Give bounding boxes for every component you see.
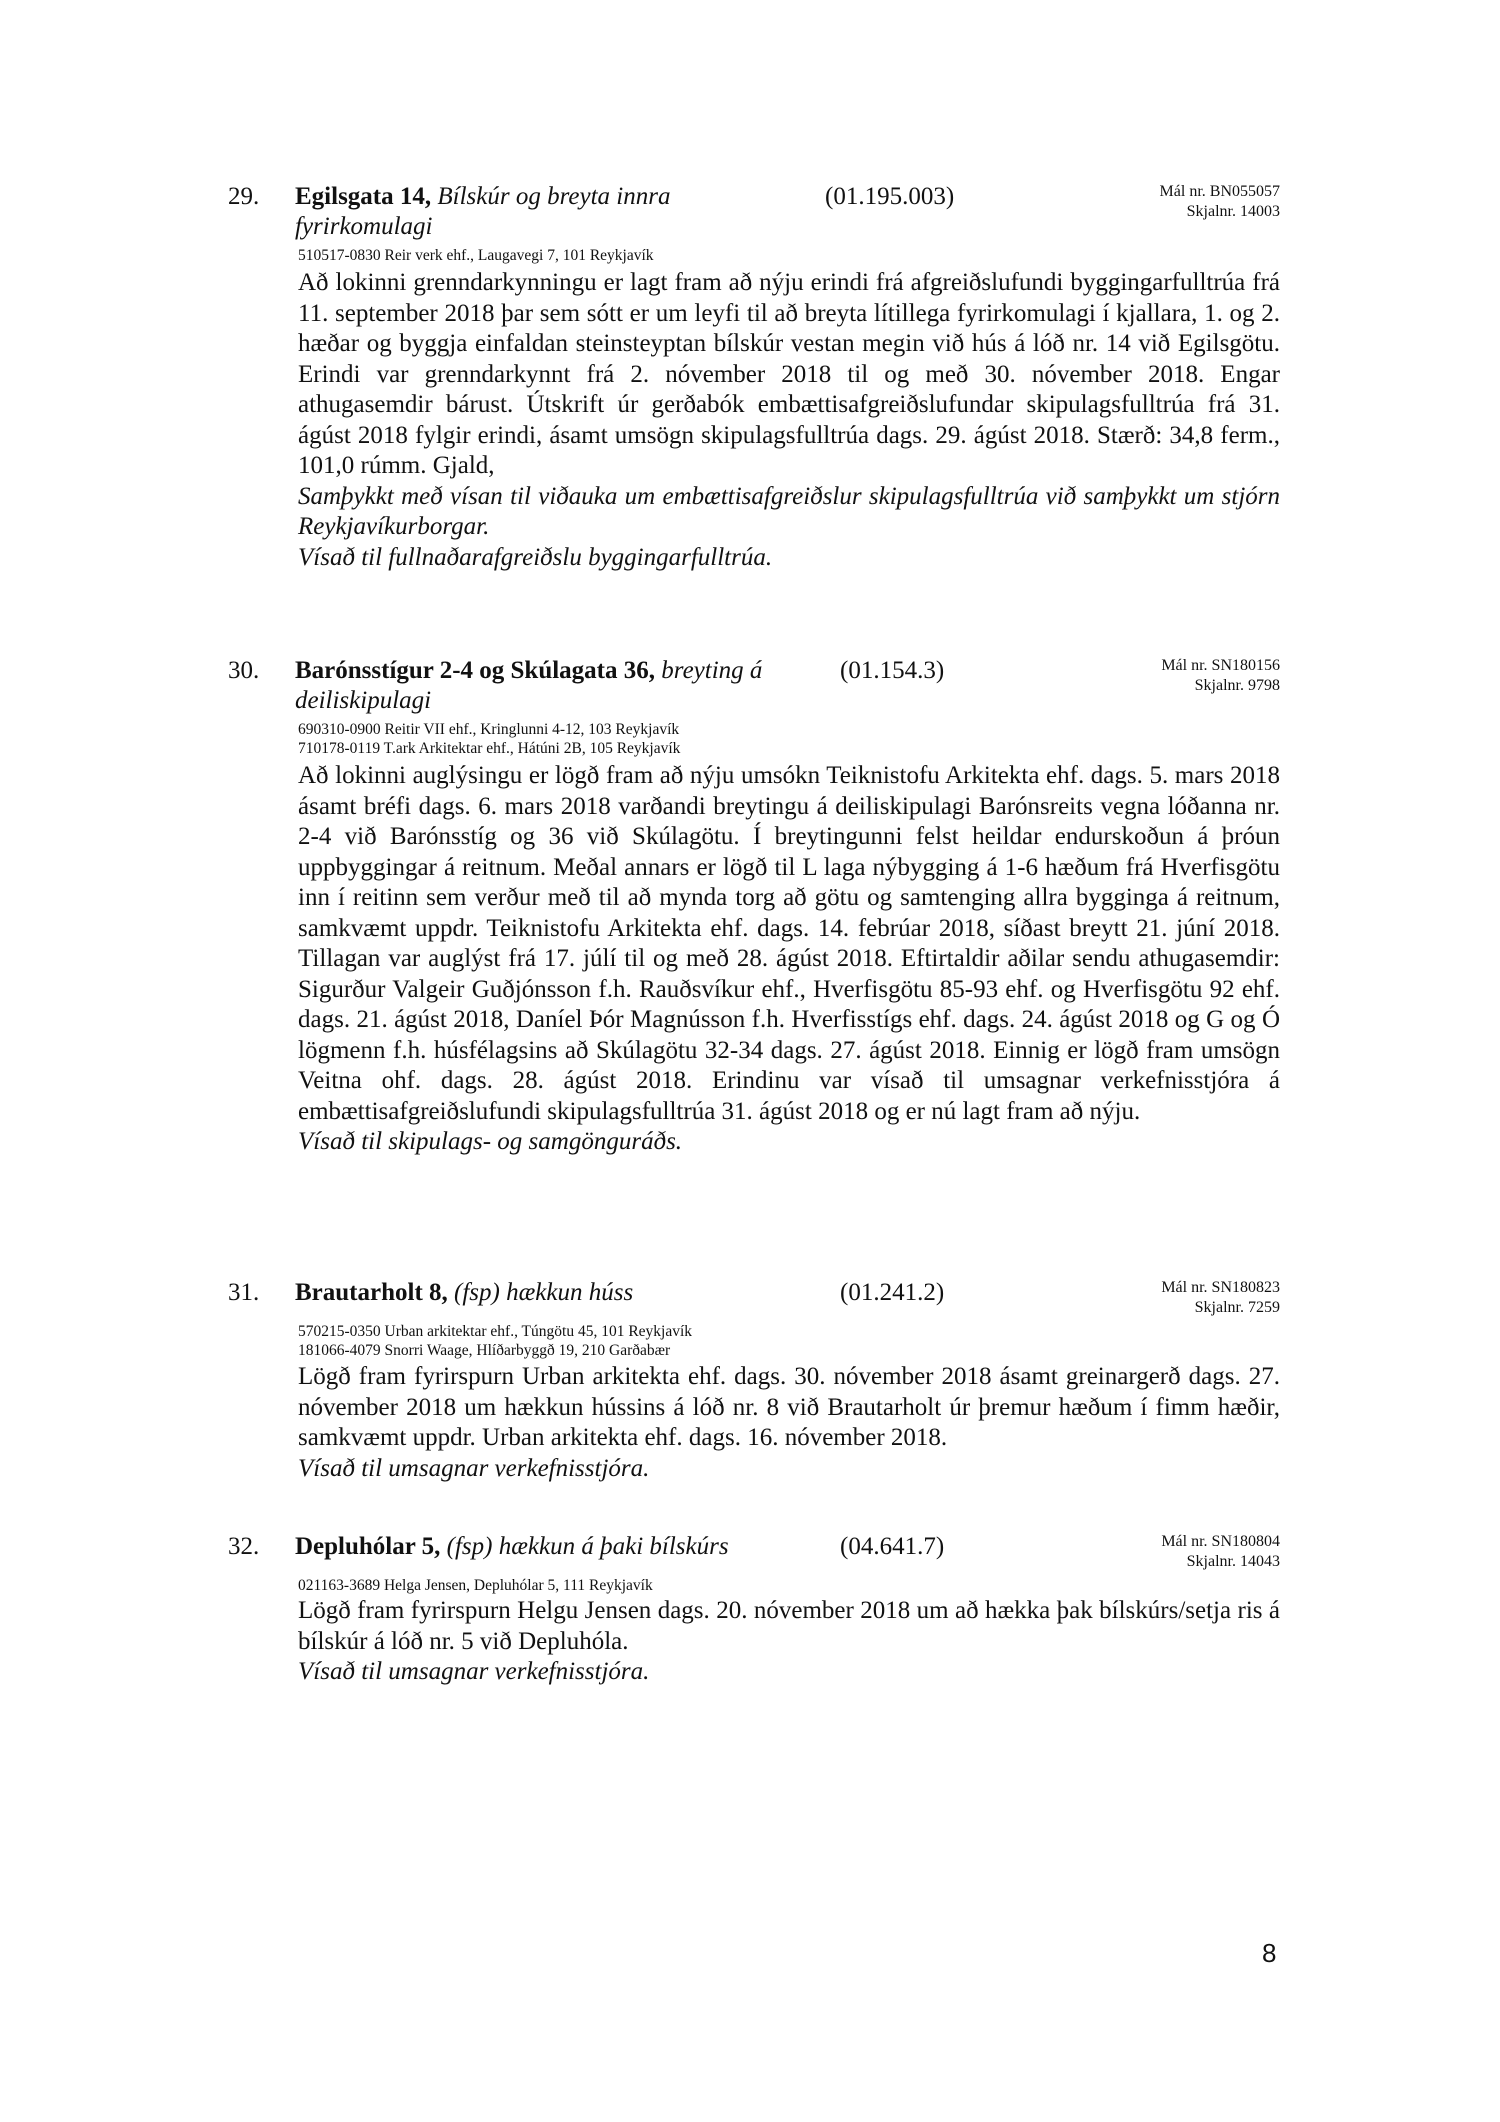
skjal-nr: Skjalnr. 14003 [1186, 203, 1280, 220]
item-text: Lögð fram fyrirspurn Helgu Jensen dags. 20. nóvember 2018 um að hækka þak bílskúrs/setja ris á bílskúr á lóð nr. 5 við Depluhóla. [298, 1597, 1280, 1655]
item-decision: Samþykkt með vísan til viðauka um embættisafgreiðslur skipulagsfulltrúa við samþykkt um stjórn Reykjavíkurborgar. [298, 482, 1280, 540]
item-subtitle: (fsp) hækkun húss [454, 1279, 634, 1306]
skjal-nr: Skjalnr. 7259 [1194, 1299, 1280, 1316]
item-reference: (04.641.7) [840, 1533, 945, 1560]
skjal-nr: Skjalnr. 9798 [1194, 677, 1280, 694]
item-title: Egilsgata 14, [295, 183, 432, 210]
item-heading [295, 656, 815, 716]
item-heading [295, 182, 715, 242]
item-reference: (01.241.2) [840, 1279, 945, 1306]
applicant-line: 570215-0350 Urban arkitektar ehf., Túngötu 45, 101 Reykjavík [298, 1323, 693, 1340]
item-number: 29. [228, 183, 260, 210]
item-reference: (01.154.3) [840, 657, 945, 684]
applicant-line: 181066-4079 Snorri Waage, Hlíðarbyggð 19, 210 Garðabær [298, 1342, 671, 1359]
item-text: Að lokinni auglýsingu er lögð fram að nýju umsókn Teiknistofu Arkitekta ehf. dags. 5. mars 2018 ásamt bréfi dags. 6. mars 2018 varðandi breytingu á deiliskipulagi Barónsreits vegna lóðanna nr. 2-4 við Barónsstíg og 36 við Skúlagötu. Í breytingunni felst heildar endurskoðun á þróun uppbyggingar á reitnum. Meðal annars er lögð til L laga nýbygging á 1-6 hæðum frá Hverfisgötu inn í reitinn sem verður með til að mynda torg að götu og samtenging allra bygginga á reitnum, samkvæmt uppdr. Teiknistofu Arkitekta ehf. dags. 14. febrúar 2018, síðast breytt 21. júní 2018. Tillagan var auglýst frá 17. júlí til og með 28. ágúst 2018. Eftirtaldir aðilar sendu athugasemdir: Sigurður Valgeir Guðjónsson f.h. Rauðsvíkur ehf., Hverfisgötu 85-93 ehf. og Hverfisgötu 92 ehf. dags. 21. ágúst 2018, Daníel Þór Magnússon f.h. Hverfisstígs ehf. dags. 24. ágúst 2018 og G og Ó lögmenn f.h. húsfélagsins að Skúlagötu 32-34 dags. 27. ágúst 2018. Einnig er lögð fram umsögn Veitna ohf. dags. 28. ágúst 2018. Erindinu var vísað til umsagnar verkefnisstjóra á embættisafgreiðslufundi skipulagsfulltrúa 31. ágúst 2018 og er nú lagt fram að nýju. [298, 762, 1280, 1125]
item-body [298, 268, 1280, 573]
item-body [298, 761, 1280, 1158]
item-body [298, 1596, 1280, 1688]
item-title: Barónsstígur 2-4 og Skúlagata 36, [295, 657, 656, 684]
applicant-line: 710178-0119 T.ark Arkitektar ehf., Hátúni 2B, 105 Reykjavík [298, 740, 681, 757]
applicants [298, 246, 654, 265]
mal-nr: Mál nr. SN180156 [1161, 657, 1280, 674]
case-number [1161, 656, 1280, 696]
item-number: 31. [228, 1279, 260, 1306]
applicant-line: 021163-3689 Helga Jensen, Depluhólar 5, 111 Reykjavík [298, 1577, 653, 1594]
skjal-nr: Skjalnr. 14043 [1186, 1553, 1280, 1570]
page-number: 8 [1262, 1938, 1277, 1968]
item-number: 30. [228, 657, 260, 684]
case-number [1161, 1278, 1280, 1318]
item-reference: (01.195.003) [825, 183, 955, 210]
applicants [298, 720, 680, 758]
item-decision: Vísað til skipulags- og samgönguráðs. [298, 1128, 683, 1155]
item-title: Brautarholt 8, [295, 1279, 448, 1306]
item-heading [295, 1532, 815, 1562]
applicant-line: 690310-0900 Reitir VII ehf., Kringlunni 4-12, 103 Reykjavík [298, 721, 680, 738]
item-title: Depluhólar 5, [295, 1533, 441, 1560]
item-decision: Vísað til fullnaðarafgreiðslu byggingarfulltrúa. [298, 543, 773, 571]
item-body [298, 1362, 1280, 1484]
item-text: Lögð fram fyrirspurn Urban arkitekta ehf. dags. 30. nóvember 2018 ásamt greinargerð dags. 27. nóvember 2018 um hækkun hússins á lóð nr. 8 við Brautarholt úr þremur hæðum í fimm hæðir, samkvæmt uppdr. Urban arkitekta ehf. dags. 16. nóvember 2018. [298, 1363, 1280, 1451]
mal-nr: Mál nr. SN180804 [1161, 1533, 1280, 1550]
applicants [298, 1576, 653, 1595]
item-decision: Vísað til umsagnar verkefnisstjóra. [298, 1658, 650, 1685]
item-decision: Vísað til umsagnar verkefnisstjóra. [298, 1454, 650, 1482]
item-subtitle: (fsp) hækkun á þaki bílskúrs [446, 1533, 729, 1560]
item-text: Að lokinni grenndarkynningu er lagt fram að nýju erindi frá afgreiðslufundi byggingarfulltrúa frá 11. september 2018 þar sem sótt er um leyfi til að breyta lítillega fyrirkomulagi í kjallara, 1. og 2. hæðar og byggja einfaldan steinsteyptan bílskúr vestan megin við hús á lóð nr. 14 við Egilsgötu. Erindi var grenndarkynnt frá 2. nóvember 2018 til og með 30. nóvember 2018. Engar athugasemdir bárust. Útskrift úr gerðabók embættisafgreiðslufundar skipulagsfulltrúa frá 31. ágúst 2018 fylgir erindi, ásamt umsögn skipulagsfulltrúa dags. 29. ágúst 2018. Stærð: 34,8 ferm., 101,0 rúmm. Gjald, [298, 269, 1280, 479]
applicant-line: 510517-0830 Reir verk ehf., Laugavegi 7, 101 Reykjavík [298, 247, 654, 264]
applicants [298, 1322, 692, 1360]
case-number [1161, 1532, 1280, 1572]
item-number: 32. [228, 1533, 260, 1560]
case-number [1160, 182, 1280, 222]
item-subtitle: breyting á deiliskipulagi [295, 657, 763, 714]
item-heading [295, 1278, 815, 1308]
mal-nr: Mál nr. SN180823 [1161, 1279, 1280, 1296]
item-subtitle: Bílskúr og breyta innra fyrirkomulagi [295, 183, 671, 240]
mal-nr: Mál nr. BN055057 [1159, 183, 1280, 200]
